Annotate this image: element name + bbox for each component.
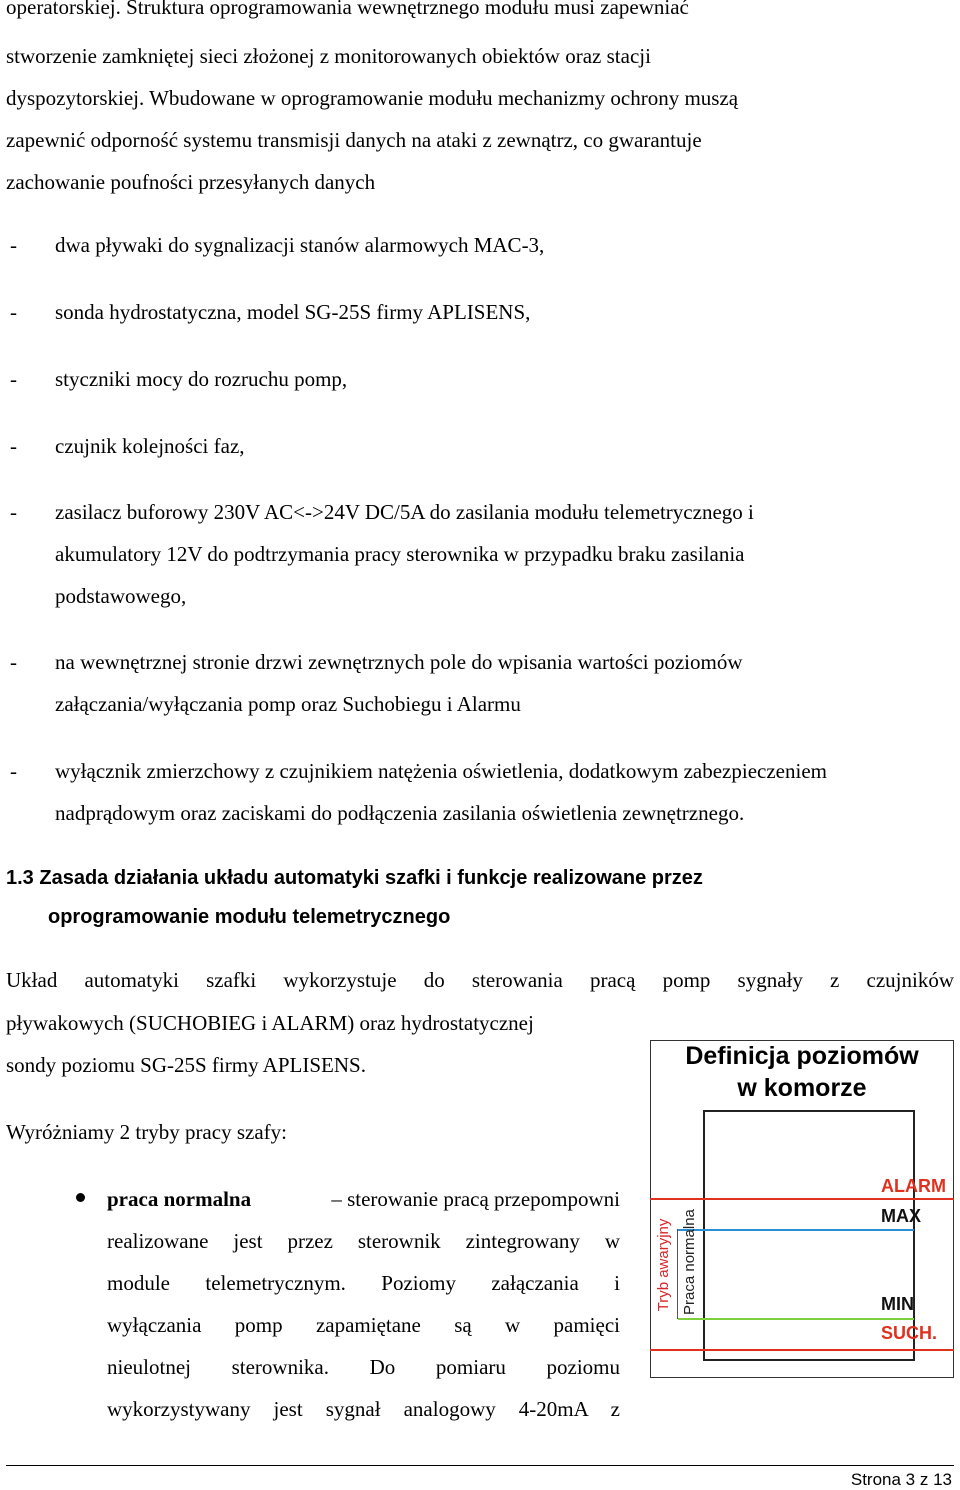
section-number: 1.3 <box>6 867 34 889</box>
list-dash: - <box>10 434 17 458</box>
list-dash: - <box>10 300 17 324</box>
intro-line: stworzenie zamkniętej sieci złożonej z monitorowanych obiektów oraz stacji <box>6 44 651 68</box>
max-level-label: MAX <box>881 1206 921 1226</box>
paragraph-line: Układ automatyki szafki wykorzystuje do sterowania pracą pomp sygnały z czujników <box>6 968 954 992</box>
list-dash: - <box>10 759 17 783</box>
alarm-level-line <box>650 1198 954 1200</box>
intro-line: zapewnić odporność systemu transmisji danych na ataki z zewnątrz, co gwarantuje <box>6 128 702 152</box>
bullet-line: wykorzystywany jest sygnał analogowy 4-20mA z <box>107 1397 620 1421</box>
mode-normal-label: Praca normalna <box>681 1209 698 1315</box>
list-dash: - <box>10 367 17 391</box>
alarm-level-label: ALARM <box>881 1176 946 1196</box>
list-item: wyłącznik zmierzchowy z czujnikiem natężenia oświetlenia, dodatkowym zabezpieczeniem <box>55 759 827 783</box>
list-item-continuation: załączania/wyłączania pomp oraz Suchobiegu i Alarmu <box>55 692 521 716</box>
figure-title-line1: Definicja poziomów <box>685 1042 919 1070</box>
list-item-continuation: akumulatory 12V do podtrzymania pracy sterownika w przypadku braku zasilania <box>55 542 745 566</box>
paragraph-line: sondy poziomu SG-25S firmy APLISENS. <box>6 1053 366 1077</box>
list-item: czujnik kolejności faz, <box>55 434 245 458</box>
bullet-line: wyłączania pomp zapamiętane są w pamięci <box>107 1313 620 1337</box>
list-item-continuation: nadprądowym oraz zaciskami do podłączenia zasilania oświetlenia zewnętrznego. <box>55 801 745 825</box>
section-title-line1: Zasada działania układu automatyki szafki i funkcje realizowane przez <box>39 867 703 889</box>
tank-left-wall <box>703 1110 705 1360</box>
such-level-label: SUCH. <box>881 1323 938 1343</box>
tank-top-edge <box>703 1110 914 1112</box>
bullet-line: module telemetrycznym. Poziomy załączania i <box>107 1271 620 1295</box>
normal-mode-bracket <box>677 1229 678 1319</box>
modes-intro: Wyróżniamy 2 tryby pracy szafy: <box>6 1120 287 1144</box>
intro-line: zachowanie poufności przesyłanych danych <box>6 170 376 194</box>
bullet-dot <box>76 1193 85 1202</box>
list-dash: - <box>10 650 17 674</box>
intro-line: operatorskiej. Struktura oprogramowania wewnętrznego modułu musi zapewniać <box>6 0 689 19</box>
min-level-line <box>678 1318 914 1320</box>
list-item-continuation: podstawowego, <box>55 584 187 608</box>
section-heading <box>6 866 703 890</box>
paragraph-line: pływakowych (SUCHOBIEG i ALARM) oraz hydrostatycznej <box>6 1011 534 1035</box>
min-level-label: MIN <box>881 1294 914 1314</box>
list-dash: - <box>10 500 17 524</box>
bullet-term: praca normalna <box>107 1187 252 1211</box>
tank-bottom-edge <box>703 1359 915 1361</box>
list-item: dwa pływaki do sygnalizacji stanów alarmowych MAC-3, <box>55 233 545 257</box>
section-title-line2: oprogramowanie modułu telemetrycznego <box>48 906 451 928</box>
figure-title <box>650 1040 954 1104</box>
bullet-line: nieulotnej sterownika. Do pomiaru poziomu <box>107 1355 620 1379</box>
footer-rule <box>6 1465 954 1466</box>
figure-title-line2: w komorze <box>737 1074 867 1102</box>
intro-line: dyspozytorskiej. Wbudowane w oprogramowanie modułu mechanizmy ochrony muszą <box>6 86 739 110</box>
such-level-line <box>650 1349 954 1351</box>
mode-emergency-label: Tryb awaryjny <box>655 1218 672 1312</box>
bullet-line: realizowane jest przez sterownik zintegrowany w <box>107 1229 620 1253</box>
max-level-line <box>678 1229 914 1231</box>
page-number: Strona 3 z 13 <box>850 1470 952 1489</box>
list-item: styczniki mocy do rozruchu pomp, <box>55 367 348 391</box>
list-item: zasilacz buforowy 230V AC<->24V DC/5A do zasilania modułu telemetrycznego i <box>55 500 754 524</box>
list-dash: - <box>10 233 17 257</box>
bullet-first-line <box>107 1187 620 1211</box>
list-item: sonda hydrostatyczna, model SG-25S firmy APLISENS, <box>55 300 531 324</box>
list-item: na wewnętrznej stronie drzwi zewnętrznych pole do wpisania wartości poziomów <box>55 650 743 674</box>
bullet-rest: – sterowanie pracą przepompowni <box>331 1187 620 1211</box>
